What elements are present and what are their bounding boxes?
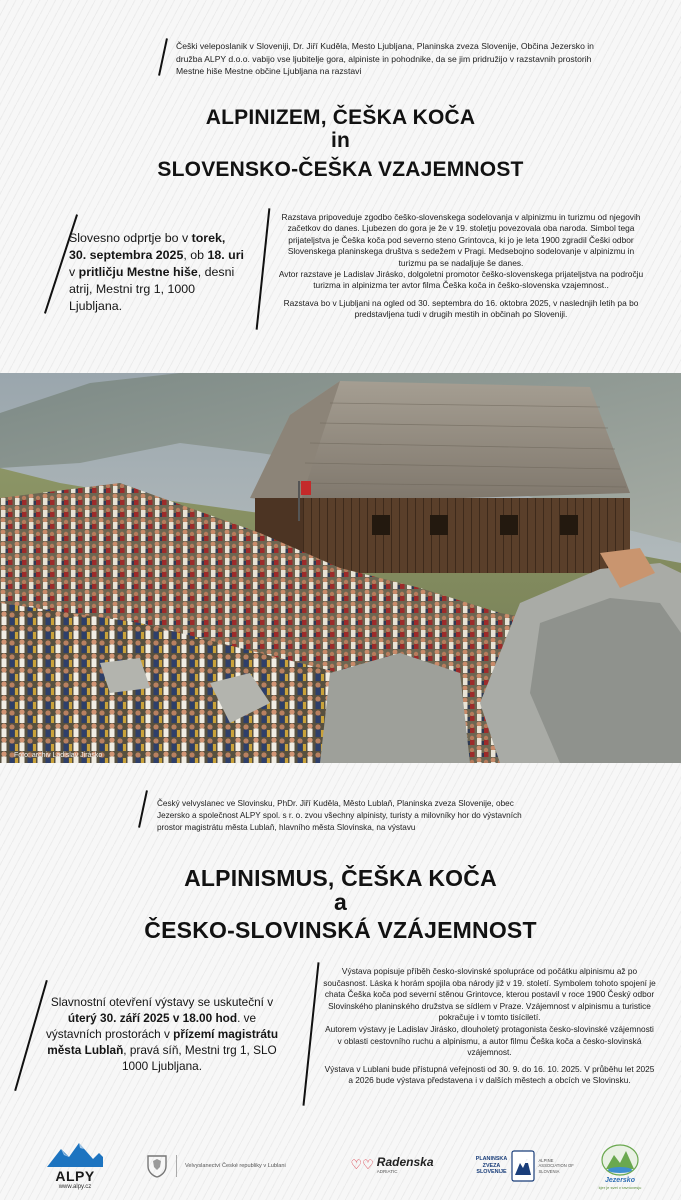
description-paragraph: Výstava v Lublani bude přístupná veřejnosti od 30. 9. do 16. 10. 2025. V průběhu let 2025 a 2026 bude výstava představena i v dalších městech a obcích ve Slovinsku.	[324, 1063, 655, 1086]
jezersko-logo	[590, 1138, 650, 1194]
alpy-url: www.alpy.cz	[58, 1184, 92, 1190]
title-line-2: in	[330, 129, 351, 152]
hearts-icon: ♡♡	[350, 1157, 374, 1172]
hut-photo	[0, 373, 681, 763]
opening-info-sl: Slovesno odprtje bo v torek, 30. septembra 2025, ob 18. uri v pritličju Mestne hiše, desni atrij, Mestni trg 1, 1000 Ljubljana.	[69, 231, 244, 313]
intro-text-cz: Český velvyslanec ve Slovinsku, PhDr. Jiří Kuděla, Město Lublaň, Planinska zveza Slovenije, obec Jezersko a společnost ALPY spol. s r. o. zvou všechny alpinisty, turisty a milovníky hor do výstavních prostor magistrátu města Lublaň, hlavního města Slovinska, na výstavu	[157, 799, 522, 832]
description-paragraph: Razstava bo v Ljubljani na ogled od 30. septembra do 16. oktobra 2025, v naslednjih letih pa bo predstavljena tudi v drugih mestih in občinah po Sloveniji.	[283, 297, 639, 320]
embassy-logo	[146, 1146, 316, 1186]
exhibition-title-cz	[0, 866, 681, 942]
decor-slash	[158, 38, 168, 76]
description-paragraph: Autorem výstavy je Ladislav Jirásko, dlouholetý protagonista česko-slovinské vzájemnosti v oblasti cestovního ruchu a alpinismu, a autor filmu Češka koča a česko-slovinská vzájemnost.	[325, 1023, 654, 1058]
radenska-logo	[344, 1150, 440, 1180]
title-line-1: ALPINIZEM, ČEŠKA KOČA	[205, 106, 476, 129]
partner-logos	[0, 1132, 681, 1200]
pzs-emblem-icon	[510, 1149, 536, 1183]
alpy-logo	[44, 1136, 106, 1196]
radenska-name: Radenska	[376, 1154, 434, 1169]
description-cz	[322, 966, 657, 1087]
pzs-logo	[470, 1140, 580, 1192]
jezersko-name: Jezersko	[605, 1176, 635, 1184]
pzs-name: PLANINSKA ZVEZA SLOVENIJE	[475, 1156, 508, 1176]
decor-slash	[138, 790, 148, 828]
description-paragraph: Razstava pripoveduje zgodbo češko-slovenskega sodelovanja v alpinizmu in turizmu od njegovih začetkov do danes. Ljubezen do gora je že v 19. stoletju povezovala oba naroda. Simbol tega prijateljstva je Češka koča pod severno steno Grintovca, ki jo je leta 1900 zgradil Češki odbor Slovenskega planinskega društva s sedežem v Pragi. Medsebojno sodelovanje v alpinizmu in turizmu pa se nadaljuje še danes.	[281, 212, 641, 268]
pzs-assoc: ALPINE ASSOCIATION OF SLOVENIA	[538, 1157, 574, 1174]
opening-info-cz: Slavnostní otevření výstavy se uskuteční v úterý 30. září 2025 v 18.00 hod. ve výstavních prostorách v přízemí magistrátu města Lublaň, pravá síň, Mestni trg 1, SLO 1000 Ljubljana.	[45, 995, 279, 1073]
jezersko-tagline: kjer je svet v ravnovesju	[598, 1184, 642, 1190]
description-sl	[276, 212, 646, 321]
description-paragraph: Výstava popisuje příběh česko-slovinské spolupráce od počátku alpinismu až po současnost. Láska k horám spojila oba národy již v 19. století. Symbolem tohoto spojení je chata Češka koča pod severní stěnou Grintovce, kterou postavil v roce 1900 Český odbor Slovinského planinského družstva se sídlem v Praze. Vzájemnost v alpinismu a turistice pokračuje i v tomto tisíciletí.	[323, 966, 656, 1023]
radenska-sub: ADRIATIC	[376, 1168, 398, 1174]
title-line-3: SLOVENSKO-ČEŠKA VZAJEMNOST	[157, 158, 524, 181]
photo-credit: Foto: archiv Ladislav Jirásko	[14, 752, 103, 759]
decor-slash	[256, 208, 271, 330]
alpy-name: ALPY	[55, 1168, 95, 1184]
embassy-name: Velvyslanectví České republiky v Lublani	[185, 1162, 286, 1169]
title-line-1: ALPINISMUS, ČEŠKA KOČA	[184, 865, 497, 891]
title-line-3: ČESKO-SLOVINSKÁ VZÁJEMNOST	[144, 917, 537, 943]
jezersko-emblem-icon	[600, 1143, 640, 1177]
coat-of-arms-icon	[146, 1154, 168, 1178]
exhibition-title-sl	[0, 106, 681, 181]
mountain-icon	[47, 1141, 103, 1169]
description-paragraph: Avtor razstave je Ladislav Jirásko, dolgoletni promotor češko-slovenskega prijateljstva na področju turizma in alpinizma ter avtor filma Češka koča in češko-slovenska vzajemnost..	[278, 269, 644, 291]
intro-text-sl: Češki veleposlanik v Sloveniji, Dr. Jiří Kuděla, Mesto Ljubljana, Planinska zveza Slovenije, Občina Jezersko in družba ALPY d.o.o. vabijo vse ljubitelje gora, alpiniste in pohodnike, da se jim pridružijo v razstavnih prostorih Mestne hiše Mestne občine Ljubljana na razstavi	[176, 41, 594, 77]
decor-slash	[302, 962, 319, 1105]
title-line-2: a	[334, 889, 347, 915]
